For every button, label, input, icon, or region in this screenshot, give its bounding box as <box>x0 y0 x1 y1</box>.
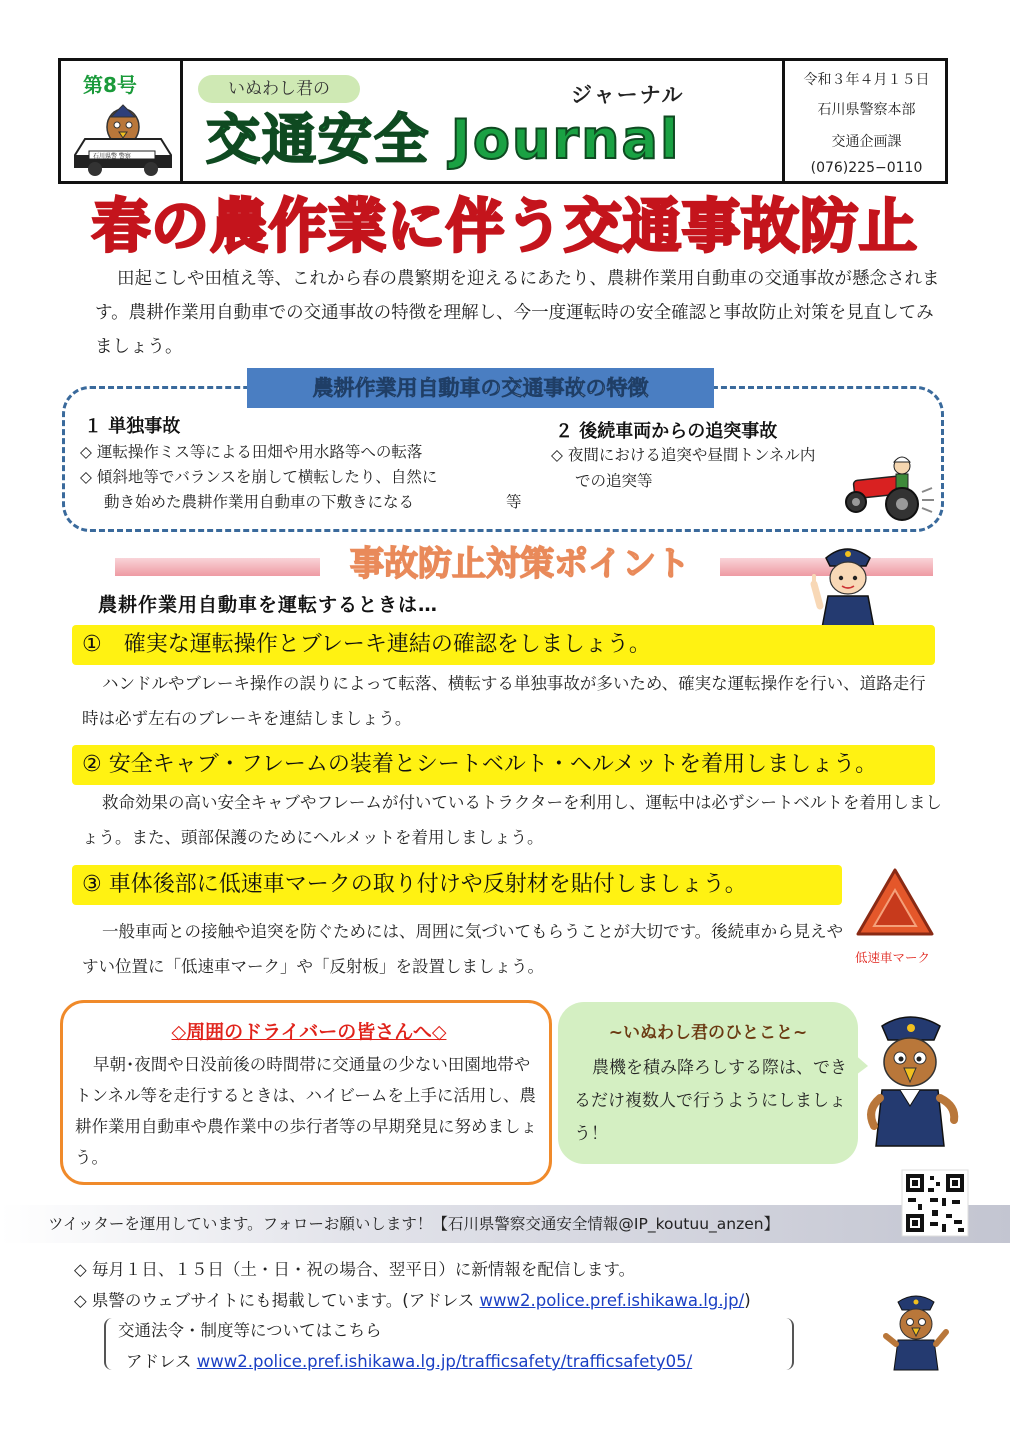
point-2-text: 救命効果の高い安全キャブやフレームが付いているトラクターを利用し、運転中は必ずシートベルトを着用しましょう。また、頭部保護のためにヘルメットを着用しましょう。 <box>82 793 942 847</box>
footer-line-2 <box>74 1287 751 1311</box>
website-link[interactable]: www2.police.pref.ishikawa.lg.jp/ <box>479 1291 745 1310</box>
mascot-eagle-icon <box>860 1010 960 1150</box>
patrol-car-icon <box>71 105 175 177</box>
point-3-label: ③ 車体後部に低速車マークの取り付けや反射材を貼付しましょう。 <box>82 872 747 897</box>
issuer-dept: 交通企画課 <box>831 134 902 150</box>
mascot-small-icon <box>880 1292 952 1372</box>
journal-header <box>58 58 948 184</box>
features-title: 農耕作業用自動車の交通事故の特徴 <box>247 368 714 408</box>
drivers-notice-box <box>60 1000 552 1185</box>
tractor-icon <box>840 452 936 524</box>
feature-1-line-2: ◇ 傾斜地等でバランスを崩して横転したり、自然に <box>80 468 438 486</box>
footer-line-3: 交通法令・制度等についてはこちら <box>118 1321 382 1340</box>
issuer-org: 石川県警察本部 <box>817 102 916 118</box>
subtitle: いぬわし君の <box>228 79 330 99</box>
feature-2-line-2: での追突等 <box>575 472 653 490</box>
feature-1-line-3: 動き始めた農耕作業用自動車の下敷きになる <box>104 493 415 511</box>
mascot-speech-bubble <box>558 1002 858 1164</box>
drivers-heading: ◇周囲のドライバーの皆さんへ◇ <box>171 1021 447 1043</box>
feature-1-heading: １ 単独事故 <box>84 416 181 437</box>
footer-line-4-prefix: アドレス <box>126 1352 197 1371</box>
qr-code-icon[interactable] <box>902 1170 968 1236</box>
point-3-text: 一般車両との接触や追突を防ぐためには、周囲に気づいてもらうことが大切です。後続車から見えやすい位置に「低速車マーク」や「反射板」を設置しましょう。 <box>82 922 844 976</box>
issue-number: 第8号 <box>83 73 137 97</box>
mascot-heading: ~いぬわし君のひとこと~ <box>608 1023 808 1043</box>
slow-vehicle-mark-icon <box>854 866 936 938</box>
prevention-lead: 農耕作業用自動車を運転するときは… <box>98 594 439 616</box>
intro-text: 田起こしや田植え等、これから春の農繁期を迎えるにあたり、農耕作業用自動車の交通事故が懸念されます。農耕作業用自動車での交通事故の特徴を理解し、今一度運転時の安全確認と事故防止対策を見直してみましょう。 <box>95 269 940 357</box>
drivers-text: 早朝･夜間や日没前後の時間帯に交通量の少ない田園地帯やトンネル等を走行するときは、ハイビームを上手に活用し、農耕作業用自動車や農作業中の歩行者等の早期発見に努めましょう。 <box>75 1055 537 1167</box>
point-2-banner <box>72 745 935 785</box>
issuer-info <box>782 61 945 181</box>
point-1-label: ① 確実な運転操作とブレーキ連結の確認をしましょう。 <box>82 632 651 657</box>
subtitle-pill <box>198 75 360 103</box>
prevention-title: 事故防止対策ポイント <box>350 544 690 584</box>
point-2-label: ② 安全キャブ・フレームの装着とシートベルト・ヘルメットを着用しましょう。 <box>82 752 878 777</box>
title-area <box>186 61 782 181</box>
issuer-phone: (076)225−0110 <box>810 160 923 176</box>
slow-vehicle-mark-caption: 低速車マーク <box>855 950 931 965</box>
traffic-safety-link[interactable]: www2.police.pref.ishikawa.lg.jp/trafficsafety/trafficsafety05/ <box>196 1352 693 1371</box>
footer-line-2-suffix: ) <box>744 1291 751 1310</box>
journal-kana: ジャーナル <box>571 83 685 107</box>
mascot-text: 農機を積み降ろしする際は、できるだけ複数人で行うようにしましょう！ <box>574 1058 847 1144</box>
police-officer-icon <box>808 540 886 628</box>
feature-1-line-1: ◇ 運転操作ミス等による田畑や用水路等への転落 <box>80 443 423 461</box>
point-1-banner <box>72 625 935 665</box>
issue-date: 令和３年４月１５日 <box>803 72 930 88</box>
footer-line-4 <box>126 1348 692 1372</box>
point-1-text: ハンドルやブレーキ操作の誤りによって転落、横転する単独事故が多いため、確実な運転操作を行い、道路走行時は必ず左右のブレーキを連結しましょう。 <box>82 674 926 728</box>
feature-1-etc: 等 <box>506 493 522 511</box>
footer-line-2-prefix: ◇ 県警のウェブサイトにも掲載しています。(アドレス <box>74 1291 480 1310</box>
twitter-text: ツイッターを運用しています。フォローお願いします！【石川県警察交通安全情報@IP_koutuu_anzen】 <box>48 1215 780 1233</box>
journal-title: 交通安全 Journal <box>206 108 681 171</box>
footer-line-1: ◇ 毎月１日、１５日（土・日・祝の場合、翌平日）に新情報を配信します。 <box>74 1260 636 1279</box>
feature-2-heading: ２ 後続車両からの追突事故 <box>555 421 778 442</box>
issue-box <box>61 61 183 181</box>
main-headline: 春の農作業に伴う交通事故防止 <box>91 192 918 260</box>
feature-2-line-1: ◇ 夜間における追突や昼間トンネル内 <box>551 446 816 464</box>
point-3-banner <box>72 865 842 905</box>
patrol-car-label: 石川県警 警察 <box>93 153 131 160</box>
